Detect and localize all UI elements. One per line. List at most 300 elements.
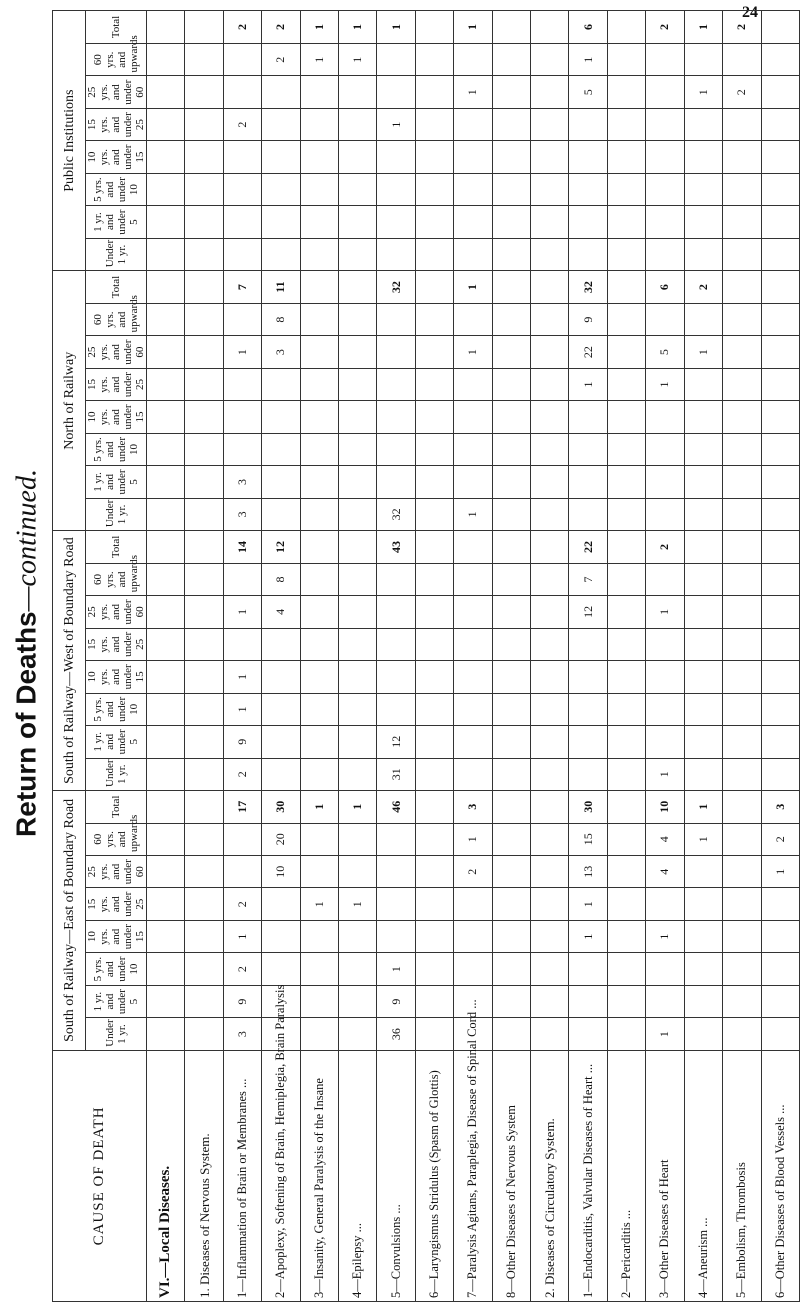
count-cell (185, 44, 223, 76)
total-cell (415, 271, 453, 304)
count-cell (492, 303, 530, 335)
count-cell (339, 401, 377, 433)
count-cell: 2 (223, 953, 261, 985)
count-cell (607, 368, 645, 400)
count-cell (646, 76, 684, 108)
count-cell: 1 (569, 44, 607, 76)
count-cell (300, 596, 338, 628)
count-cell (723, 888, 761, 920)
cause-cell: 2. Diseases of Circulatory System. (531, 1050, 569, 1301)
count-cell (223, 563, 261, 595)
count-cell: 1 (300, 888, 338, 920)
count-cell (531, 726, 569, 758)
count-cell (300, 76, 338, 108)
count-cell (684, 303, 722, 335)
total-cell: 2 (223, 11, 261, 44)
count-cell (415, 985, 453, 1017)
count-cell (761, 693, 800, 725)
cause-cell: 7—Paralysis Agitans, Paraplegia, Disease of Spinal Cord ... (454, 1050, 492, 1301)
count-cell (339, 206, 377, 238)
count-cell (147, 498, 185, 530)
count-cell (684, 661, 722, 693)
count-cell (492, 498, 530, 530)
count-cell (377, 141, 415, 173)
count-cell (761, 953, 800, 985)
count-cell (684, 368, 722, 400)
count-cell (147, 206, 185, 238)
count-cell (531, 661, 569, 693)
count-cell (761, 173, 800, 205)
total-cell: 6 (569, 11, 607, 44)
count-cell (607, 76, 645, 108)
count-cell (569, 758, 607, 790)
total-cell: 2 (646, 11, 684, 44)
age-header: 60 yrs. and upwards (86, 44, 147, 76)
count-cell (607, 173, 645, 205)
table-row (684, 11, 722, 1302)
count-cell (531, 498, 569, 530)
count-cell (569, 173, 607, 205)
count-cell (339, 1018, 377, 1050)
count-cell (339, 661, 377, 693)
count-cell (761, 44, 800, 76)
count-cell (262, 401, 300, 433)
age-header: Under 1 yr. (86, 498, 147, 530)
count-cell (531, 44, 569, 76)
count-cell (185, 985, 223, 1017)
count-cell (761, 920, 800, 952)
count-cell (185, 433, 223, 465)
count-cell (569, 401, 607, 433)
count-cell (723, 173, 761, 205)
total-cell (531, 11, 569, 44)
count-cell (723, 855, 761, 887)
count-cell (223, 823, 261, 855)
count-cell (415, 238, 453, 270)
count-cell (531, 303, 569, 335)
total-cell (492, 791, 530, 824)
count-cell: 1 (223, 661, 261, 693)
count-cell: 5 (569, 76, 607, 108)
total-cell (147, 791, 185, 824)
count-cell (147, 466, 185, 498)
count-cell (377, 888, 415, 920)
table-row (339, 11, 377, 1302)
count-cell (377, 920, 415, 952)
total-cell (415, 791, 453, 824)
count-cell (723, 141, 761, 173)
count-cell (415, 888, 453, 920)
count-cell (492, 888, 530, 920)
count-cell (684, 1018, 722, 1050)
group-header-row (53, 11, 86, 1302)
count-cell (492, 44, 530, 76)
count-cell: 31 (377, 758, 415, 790)
count-cell: 1 (454, 336, 492, 368)
total-cell: 6 (646, 271, 684, 304)
count-cell (185, 336, 223, 368)
count-cell: 3 (223, 1018, 261, 1050)
count-cell (300, 693, 338, 725)
count-cell (646, 563, 684, 595)
count-cell (262, 498, 300, 530)
count-cell: 5 (646, 336, 684, 368)
count-cell (761, 466, 800, 498)
count-cell (492, 758, 530, 790)
count-cell: 1 (646, 920, 684, 952)
count-cell (684, 628, 722, 660)
count-cell (339, 141, 377, 173)
total-cell: 1 (454, 11, 492, 44)
count-cell (607, 433, 645, 465)
count-cell (761, 596, 800, 628)
total-cell: 2 (646, 531, 684, 564)
count-cell: 1 (684, 76, 722, 108)
total-cell: 3 (454, 791, 492, 824)
count-cell (684, 238, 722, 270)
total-cell (723, 271, 761, 304)
count-cell (415, 953, 453, 985)
count-cell (454, 953, 492, 985)
count-cell (223, 628, 261, 660)
count-cell (147, 661, 185, 693)
table-row (761, 11, 800, 1302)
count-cell (339, 173, 377, 205)
cause-cell: 5—Embolism, Thrombosis (723, 1050, 761, 1301)
count-cell (531, 1018, 569, 1050)
count-cell (339, 985, 377, 1017)
total-cell (415, 11, 453, 44)
count-cell (569, 433, 607, 465)
count-cell (185, 1018, 223, 1050)
count-cell: 3 (223, 466, 261, 498)
count-cell (569, 1018, 607, 1050)
count-cell (454, 401, 492, 433)
count-cell (185, 206, 223, 238)
count-cell (492, 108, 530, 140)
total-cell: 10 (646, 791, 684, 824)
count-cell (300, 953, 338, 985)
count-cell (262, 693, 300, 725)
count-cell (300, 628, 338, 660)
count-cell (185, 108, 223, 140)
age-header: 25 yrs. and under 60 (86, 76, 147, 108)
count-cell (185, 173, 223, 205)
count-cell (300, 173, 338, 205)
count-cell: 1 (223, 693, 261, 725)
count-cell (339, 628, 377, 660)
count-cell (723, 498, 761, 530)
count-cell (569, 628, 607, 660)
cause-cell: 3—Insanity, General Paralysis of the Insane (300, 1050, 338, 1301)
count-cell (377, 303, 415, 335)
count-cell (185, 726, 223, 758)
count-cell (607, 693, 645, 725)
count-cell (761, 758, 800, 790)
count-cell (415, 726, 453, 758)
table-row (262, 11, 300, 1302)
count-cell (377, 661, 415, 693)
count-cell: 1 (223, 596, 261, 628)
count-cell (531, 401, 569, 433)
count-cell (531, 855, 569, 887)
total-cell: 1 (339, 791, 377, 824)
table-row (492, 11, 530, 1302)
count-cell (607, 953, 645, 985)
count-cell (415, 823, 453, 855)
count-cell (492, 433, 530, 465)
count-cell (262, 108, 300, 140)
count-cell (300, 303, 338, 335)
count-cell (415, 44, 453, 76)
count-cell (723, 108, 761, 140)
age-header: 25 yrs. and under 60 (86, 336, 147, 368)
count-cell (454, 596, 492, 628)
age-header: Under 1 yr. (86, 758, 147, 790)
count-cell (185, 661, 223, 693)
age-header: 15 yrs. and under 25 (86, 888, 147, 920)
group-header: North of Railway (53, 271, 86, 531)
count-cell (415, 920, 453, 952)
count-cell (223, 76, 261, 108)
count-cell (147, 141, 185, 173)
total-cell (761, 531, 800, 564)
count-cell (684, 758, 722, 790)
count-cell (646, 44, 684, 76)
count-cell (492, 628, 530, 660)
total-cell: 7 (223, 271, 261, 304)
count-cell: 1 (684, 336, 722, 368)
count-cell (607, 1018, 645, 1050)
count-cell (723, 368, 761, 400)
count-cell (185, 141, 223, 173)
count-cell (607, 206, 645, 238)
total-cell: 30 (262, 791, 300, 824)
count-cell (262, 953, 300, 985)
count-cell (147, 563, 185, 595)
count-cell (761, 661, 800, 693)
age-header: Under 1 yr. (86, 1018, 147, 1050)
count-cell (147, 596, 185, 628)
count-cell (300, 336, 338, 368)
count-cell (262, 758, 300, 790)
count-cell (300, 823, 338, 855)
count-cell (300, 855, 338, 887)
count-cell (185, 758, 223, 790)
count-cell (223, 368, 261, 400)
count-cell (415, 563, 453, 595)
count-cell (761, 985, 800, 1017)
count-cell (531, 466, 569, 498)
count-cell (454, 726, 492, 758)
age-header: 60 yrs. and upwards (86, 563, 147, 595)
cause-cell: 4—Aneurism ... (684, 1050, 722, 1301)
cause-cell: 1—Inflammation of Brain or Membranes ... (223, 1050, 261, 1301)
count-cell (607, 888, 645, 920)
count-cell (185, 401, 223, 433)
count-cell (684, 401, 722, 433)
count-cell (147, 238, 185, 270)
count-cell: 13 (569, 855, 607, 887)
count-cell (531, 173, 569, 205)
total-cell: 1 (684, 791, 722, 824)
count-cell (684, 855, 722, 887)
count-cell: 1 (454, 498, 492, 530)
count-cell: 4 (646, 855, 684, 887)
count-cell: 1 (646, 596, 684, 628)
count-cell: 15 (569, 823, 607, 855)
table-row (454, 11, 492, 1302)
table-row (646, 11, 684, 1302)
count-cell (339, 368, 377, 400)
count-cell (607, 823, 645, 855)
count-cell (185, 596, 223, 628)
table-stage (52, 10, 800, 1302)
count-cell (684, 920, 722, 952)
count-cell (185, 368, 223, 400)
count-cell (646, 466, 684, 498)
count-cell (262, 888, 300, 920)
count-cell (607, 303, 645, 335)
count-cell (147, 855, 185, 887)
count-cell (415, 401, 453, 433)
count-cell (531, 76, 569, 108)
count-cell (607, 726, 645, 758)
count-cell (569, 466, 607, 498)
count-cell: 32 (377, 498, 415, 530)
count-cell (646, 953, 684, 985)
count-cell (223, 141, 261, 173)
count-cell (262, 368, 300, 400)
count-cell (377, 206, 415, 238)
count-cell: 4 (646, 823, 684, 855)
cause-cell: 4—Epilepsy ... (339, 1050, 377, 1301)
count-cell (531, 596, 569, 628)
count-cell (569, 953, 607, 985)
total-cell (185, 271, 223, 304)
count-cell (262, 173, 300, 205)
total-cell (531, 791, 569, 824)
count-cell (415, 108, 453, 140)
count-cell (492, 985, 530, 1017)
count-cell (761, 433, 800, 465)
count-cell (646, 108, 684, 140)
count-cell (377, 693, 415, 725)
cause-cell: 3—Other Diseases of Heart (646, 1050, 684, 1301)
count-cell (223, 433, 261, 465)
total-cell: 11 (262, 271, 300, 304)
table-row (607, 11, 645, 1302)
count-cell (531, 433, 569, 465)
age-header: Total (86, 531, 147, 564)
count-cell (607, 855, 645, 887)
count-cell (185, 823, 223, 855)
count-cell (723, 661, 761, 693)
count-cell (147, 433, 185, 465)
total-cell (492, 271, 530, 304)
count-cell (531, 920, 569, 952)
count-cell (339, 303, 377, 335)
count-cell (300, 758, 338, 790)
count-cell (646, 693, 684, 725)
table-row (415, 11, 453, 1302)
count-cell (339, 498, 377, 530)
count-cell (339, 758, 377, 790)
count-cell: 7 (569, 563, 607, 595)
total-cell: 12 (262, 531, 300, 564)
count-cell (339, 596, 377, 628)
count-cell (531, 368, 569, 400)
count-cell (147, 758, 185, 790)
group-header: South of Railway—West of Boundary Road (53, 531, 86, 791)
count-cell (723, 628, 761, 660)
count-cell (339, 693, 377, 725)
cause-cell: 6—Other Diseases of Blood Vessels ... (761, 1050, 800, 1301)
total-cell: 30 (569, 791, 607, 824)
count-cell (415, 141, 453, 173)
count-cell: 1 (300, 44, 338, 76)
count-cell (684, 726, 722, 758)
total-cell (300, 271, 338, 304)
count-cell (761, 303, 800, 335)
count-cell (607, 44, 645, 76)
count-cell (185, 693, 223, 725)
cause-cell: 6—Laryngismus Stridulus (Spasm of Glottis) (415, 1050, 453, 1301)
count-cell (761, 238, 800, 270)
group-header: South of Railway—East of Boundary Road (53, 791, 86, 1051)
count-cell: 1 (684, 823, 722, 855)
total-cell (147, 531, 185, 564)
count-cell (723, 433, 761, 465)
count-cell (492, 466, 530, 498)
age-header: 60 yrs. and upwards (86, 303, 147, 335)
count-cell (223, 44, 261, 76)
count-cell (531, 985, 569, 1017)
count-cell (761, 401, 800, 433)
count-cell (492, 368, 530, 400)
count-cell (569, 238, 607, 270)
count-cell (147, 336, 185, 368)
total-cell: 22 (569, 531, 607, 564)
count-cell (454, 238, 492, 270)
count-cell (339, 726, 377, 758)
count-cell (454, 693, 492, 725)
count-cell (569, 693, 607, 725)
total-cell: 1 (454, 271, 492, 304)
count-cell (761, 368, 800, 400)
count-cell (569, 985, 607, 1017)
count-cell (646, 206, 684, 238)
total-cell (723, 791, 761, 824)
group-header: Public Institutions (53, 11, 86, 271)
count-cell (531, 238, 569, 270)
count-cell: 1 (377, 108, 415, 140)
count-cell (684, 173, 722, 205)
count-cell: 1 (646, 1018, 684, 1050)
count-cell (569, 206, 607, 238)
total-cell: 3 (761, 791, 800, 824)
cause-cell: 1—Endocarditis, Valvular Diseases of Heart ... (569, 1050, 607, 1301)
count-cell (415, 76, 453, 108)
count-cell (223, 401, 261, 433)
count-cell (761, 76, 800, 108)
count-cell (454, 888, 492, 920)
total-cell: 1 (377, 11, 415, 44)
total-cell (761, 11, 800, 44)
count-cell (646, 726, 684, 758)
total-cell: 1 (684, 11, 722, 44)
count-cell (646, 985, 684, 1017)
